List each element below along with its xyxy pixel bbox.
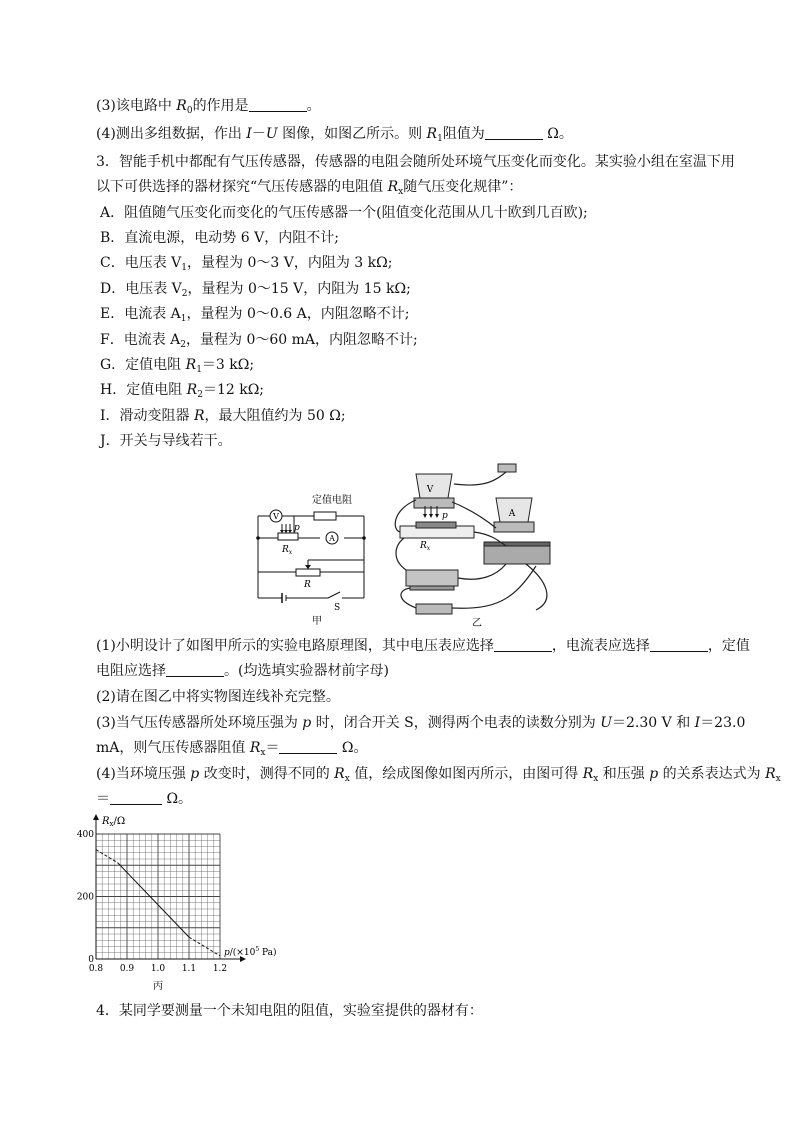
q3-sub3-line1: (3)当气压传感器所处环境压强为 p 时，闭合开关 S，测得两个电表的读数分别为 U＝2.30 V 和 I＝23.0	[96, 715, 746, 731]
q3-intro-line2: 以下可供选择的器材探究“气压传感器的电阻值 $R_x$随气压变化规律”：	[96, 179, 523, 197]
chart-bing	[76, 808, 314, 994]
q3-option-g: G．定值电阻 $R_1=3$ kΩ;	[100, 357, 255, 375]
answer-blank	[279, 739, 337, 754]
switch-label: S	[334, 603, 341, 613]
circuit-diagram-jia	[256, 486, 376, 626]
q2-sub4-line: (4)测出多组数据，作出 I－U 图像，如图乙所示。则 $R_1$阻值为 Ω。	[96, 126, 573, 144]
x-tick-label: 1.0	[150, 964, 166, 974]
y-tick-label: 200	[76, 892, 94, 903]
q3-option-h: H．定值电阻 $R_2=12$ kΩ;	[100, 382, 265, 400]
y-axis-label: $R_x/\Omega$	[102, 816, 126, 828]
sensor-label: $R_x$	[282, 545, 293, 556]
voltmeter-label: V	[426, 485, 434, 495]
x-tick-label: 1.2	[212, 964, 228, 974]
figure-caption-yi: 乙	[472, 618, 482, 629]
chart-grid	[96, 834, 220, 959]
answer-blank	[249, 97, 307, 112]
q3-option-d: D．电压表 $V_2$，量程为 0～15 V，内阻为 15 kΩ;	[100, 281, 411, 299]
q3-option-f: F．电流表 $A_2$，量程为 0～60 mA，内阻忽略不计;	[100, 332, 418, 350]
figure-caption-bing: 丙	[153, 981, 163, 992]
x-axis-label: $p/(\times 10^5$ Pa)	[224, 946, 277, 958]
q3-option-i: I．滑动变阻器 R，最大阻值约为 50 Ω;	[100, 408, 346, 424]
answer-blank	[650, 637, 708, 652]
y-tick-label: 0	[88, 955, 94, 965]
rheostat-label: R	[304, 580, 311, 590]
ammeter-label: A	[329, 534, 335, 543]
voltmeter-label: V	[273, 512, 279, 521]
fixed-resistor-label: 定值电阻	[312, 495, 352, 506]
series-line-segment	[118, 863, 189, 937]
pressure-label: p	[442, 511, 448, 521]
sensor-label: $R_x$	[420, 541, 431, 552]
q3-intro-line1: 3．智能手机中都配有气压传感器，传感器的电阻会随所处环境气压变化而变化。某实验小组在室温下用	[96, 154, 735, 170]
figure-caption-jia: 甲	[312, 616, 322, 627]
q3-sub1-line2: 电阻应选择 。(均选填实验器材前字母)	[96, 663, 389, 679]
q3-option-a: A．阻值随气压变化而变化的气压传感器一个(阻值变化范围从几十欧到几百欧);	[100, 205, 588, 221]
chart-axes	[93, 814, 246, 962]
q3-option-b: B．直流电源，电动势 6 V，内阻不计;	[100, 230, 339, 246]
q3-sub4-line1: (4)当环境压强 p 改变时，测得不同的 $R_x$ 值，绘成图像如图丙所示，由图可得 $R_x$ 和压强 p 的关系表达式为 $R_x$	[96, 766, 781, 784]
answer-blank	[110, 790, 162, 805]
apparatus-picture-yi	[386, 460, 572, 628]
pressure-label: p	[294, 523, 300, 533]
q3-option-c: C．电压表 $V_1$，量程为 0～3 V，内阻为 3 kΩ;	[100, 255, 393, 273]
q3-sub4-line2: ＝ Ω。	[96, 791, 193, 807]
q3-sub2-line: (2)请在图乙中将实物图连线补充完整。	[96, 689, 340, 705]
x-tick-label: 1.1	[181, 964, 197, 974]
y-axis-arrow	[93, 814, 99, 820]
answer-blank	[166, 662, 224, 677]
answer-blank	[494, 637, 552, 652]
q3-sub3-line2: mA，则气压传感器阻值 $R_x= \Omega$。	[96, 740, 368, 758]
q3-sub1-line1: (1)小明设计了如图甲所示的实验电路原理图，其中电压表应选择 ，电流表应选择 ，定值	[96, 638, 750, 654]
answer-blank	[485, 125, 543, 140]
q3-option-j: J．开关与导线若干。	[100, 433, 232, 449]
x-tick-label: 0.9	[119, 964, 135, 974]
x-tick-label: 0.8	[88, 964, 104, 974]
ammeter-label: A	[508, 509, 516, 519]
y-tick-label: 400	[76, 830, 94, 840]
q2-sub3-line: (3)该电路中 $R_0$的作用是 。	[96, 98, 321, 116]
q4-line: 4．某同学要测量一个未知电阻的阻值，实验室提供的器材有：	[96, 1003, 483, 1019]
q3-option-e: E．电流表 $A_1$，量程为 0～0.6 A，内阻忽略不计;	[100, 306, 410, 324]
